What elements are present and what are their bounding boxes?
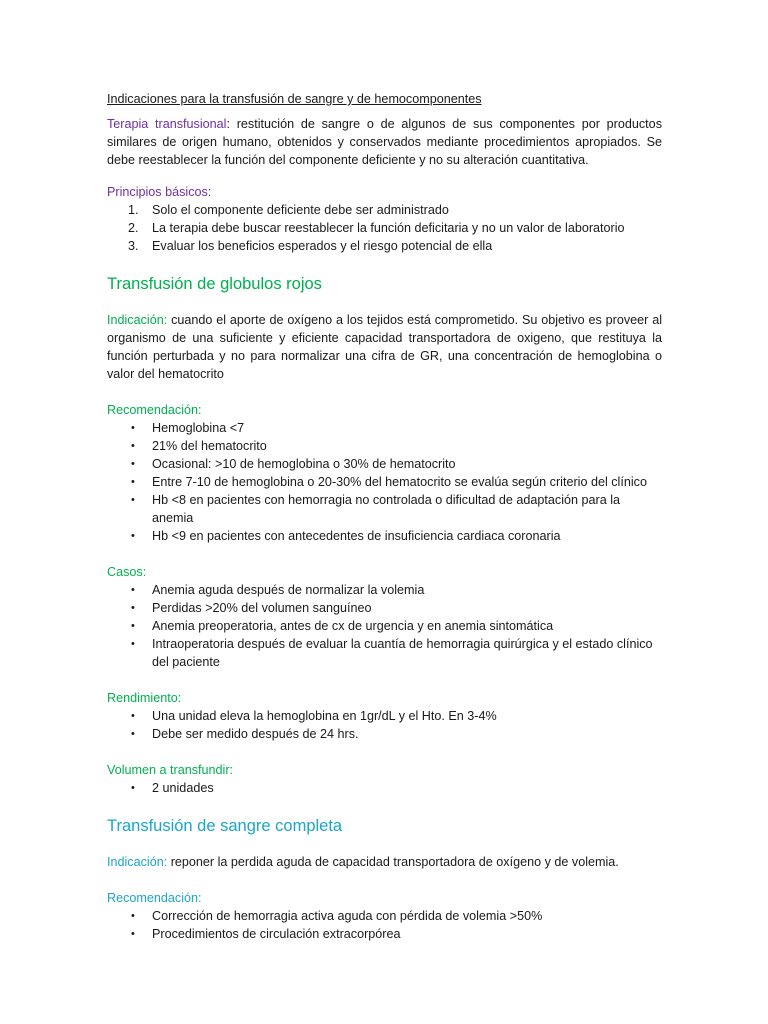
globulos-recomendacion-list	[107, 419, 662, 545]
list-item-text: Anemia aguda después de normalizar la volemia	[152, 583, 425, 597]
list-item	[107, 581, 662, 599]
list-item-text: Hb <8 en pacientes con hemorragia no controlada o dificultad de adaptación para la anemia	[152, 493, 621, 525]
list-item-text: Hb <9 en pacientes con antecedentes de insuficiencia cardiaca coronaria	[152, 529, 561, 543]
list-item	[107, 237, 662, 255]
globulos-volumen-list	[107, 779, 662, 797]
terapia-text: restitución de sangre o de algunos de sus componentes por productos similares de origen humano, obtenidos y conservados mediante procedimientos apropiados. Se debe reestablecer la función del componente deficiente y no su alteración cuantitativa.	[107, 117, 662, 167]
list-item-text: 21% del hematocrito	[152, 439, 267, 453]
globulos-casos-list	[107, 581, 662, 671]
globulos-indicacion-label: Indicación:	[107, 313, 168, 327]
bullet-icon: •	[131, 928, 135, 940]
bullet-icon: •	[131, 638, 135, 650]
bullet-icon: •	[131, 728, 135, 740]
list-item	[107, 635, 662, 671]
list-item	[107, 707, 662, 725]
list-item	[107, 599, 662, 617]
list-item-text: Anemia preoperatoria, antes de cx de urgencia y en anemia sintomática	[152, 619, 554, 633]
list-item-text: 2 unidades	[152, 781, 214, 795]
terapia-colon: :	[226, 117, 230, 131]
globulos-indicacion-text: cuando el aporte de oxígeno a los tejidos está comprometido. Su objetivo es proveer al organismo de una suficiente y eficiente capacidad transportadora de oxigeno, que restituya la función perturbada y no para normalizar una cifra de GR, una concentración de hemoglobina o valor del hematocrito	[107, 313, 662, 381]
list-item	[107, 527, 662, 545]
globulos-casos-label: Casos:	[107, 565, 147, 579]
globulos-recomendacion-label: Recomendación:	[107, 403, 202, 417]
bullet-icon: •	[131, 710, 135, 722]
list-item	[107, 455, 662, 473]
globulos-indicacion-paragraph	[107, 311, 662, 383]
list-item-text: Debe ser medido después de 24 hrs.	[152, 727, 359, 741]
list-item-text: Perdidas >20% del volumen sanguíneo	[152, 601, 372, 615]
list-item-text: Intraoperatoria después de evaluar la cuantía de hemorragia quirúrgica y el estado clínico del paciente	[152, 637, 653, 669]
principios-list	[107, 201, 662, 255]
globulos-volumen-label: Volumen a transfundir:	[107, 763, 234, 777]
completa-indicacion-paragraph	[107, 853, 662, 871]
list-number: 2.	[128, 221, 139, 235]
completa-indicacion-label: Indicación:	[107, 855, 168, 869]
list-item	[107, 725, 662, 743]
list-item-text: Corrección de hemorragia activa aguda con pérdida de volemia >50%	[152, 909, 543, 923]
terapia-label: Terapia transfusional	[107, 117, 227, 131]
list-item	[107, 219, 662, 237]
bullet-icon: •	[131, 530, 135, 542]
bullet-icon: •	[131, 422, 135, 434]
list-item	[107, 925, 662, 943]
list-number: 1.	[128, 203, 139, 217]
globulos-rendimiento-list	[107, 707, 662, 743]
bullet-icon: •	[131, 476, 135, 488]
bullet-icon: •	[131, 602, 135, 614]
list-number: 3.	[128, 239, 139, 253]
list-item-text: Ocasional: >10 de hemoglobina o 30% de hematocrito	[152, 457, 456, 471]
principios-label: Principios básicos:	[107, 185, 212, 199]
list-item-text: Solo el componente deficiente debe ser administrado	[152, 203, 449, 217]
list-item	[107, 491, 662, 527]
list-item-text: Evaluar los beneficios esperados y el riesgo potencial de ella	[152, 239, 493, 253]
completa-recomendacion-list	[107, 907, 662, 943]
list-item	[107, 201, 662, 219]
bullet-icon: •	[131, 910, 135, 922]
completa-indicacion-text: reponer la perdida aguda de capacidad transportadora de oxígeno y de volemia.	[167, 855, 619, 869]
bullet-icon: •	[131, 782, 135, 794]
list-item-text: Entre 7-10 de hemoglobina o 20-30% del hematocrito se evalúa según criterio del clínico	[152, 475, 647, 489]
document-title: Indicaciones para la transfusión de sangre y de hemocomponentes	[107, 92, 482, 106]
list-item	[107, 437, 662, 455]
list-item	[107, 907, 662, 925]
list-item	[107, 779, 662, 797]
globulos-rendimiento-label: Rendimiento:	[107, 691, 182, 705]
bullet-icon: •	[131, 494, 135, 506]
bullet-icon: •	[131, 584, 135, 596]
bullet-icon: •	[131, 458, 135, 470]
list-item-text: La terapia debe buscar reestablecer la función deficitaria y no un valor de laboratorio	[152, 221, 625, 235]
bullet-icon: •	[131, 620, 135, 632]
bullet-icon: •	[131, 440, 135, 452]
list-item	[107, 617, 662, 635]
list-item	[107, 419, 662, 437]
list-item-text: Hemoglobina <7	[152, 421, 245, 435]
list-item	[107, 473, 662, 491]
completa-heading: Transfusión de sangre completa	[107, 817, 343, 835]
list-item-text: Una unidad eleva la hemoglobina en 1gr/dL y el Hto. En 3-4%	[152, 709, 497, 723]
terapia-paragraph	[107, 115, 662, 169]
completa-recomendacion-label: Recomendación:	[107, 891, 202, 905]
globulos-heading: Transfusión de globulos rojos	[107, 275, 322, 293]
list-item-text: Procedimientos de circulación extracorpórea	[152, 927, 401, 941]
